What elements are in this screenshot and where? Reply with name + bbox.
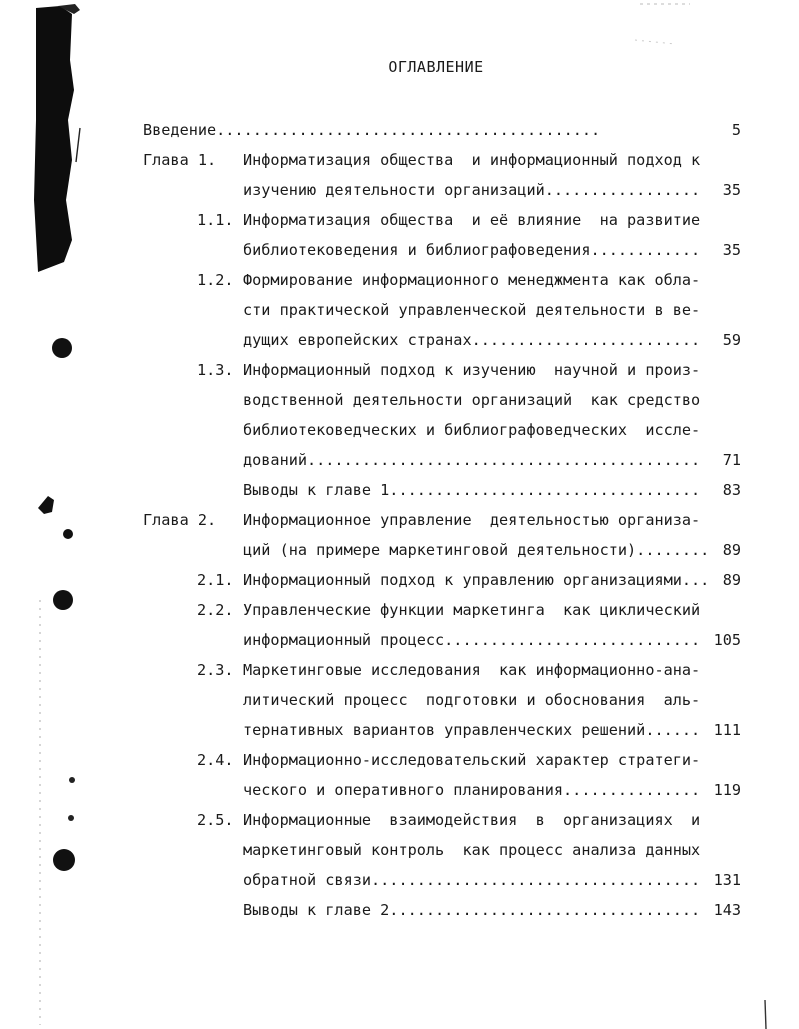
edge-line: [765, 1000, 766, 1029]
toc-entry-text: водственной деятельности организаций как средство: [243, 391, 701, 409]
toc-entry-text: дущих европейских странах.........................: [243, 331, 701, 349]
punch-hole: [52, 338, 72, 358]
toc-entry-text: информационный процесс............................: [243, 631, 701, 649]
toc-entry-text: Маркетинговые исследования как информационно-ана-: [243, 661, 701, 679]
toc-page-number: 89: [722, 571, 741, 589]
toc-entry-text: Формирование информационного менеджмента как обла-: [243, 271, 701, 289]
pen-mark: [76, 128, 80, 162]
toc-entry-text: изучению деятельности организаций.................: [243, 181, 701, 199]
toc-section-label: 2.1.: [197, 571, 234, 589]
toc-entry-text: библиотековедения и библиографоведения............: [243, 241, 701, 259]
toc-entry-text: литический процесс подготовки и обоснования аль-: [243, 691, 701, 709]
toc-entry-text: Информационное управление деятельностью организа-: [243, 511, 701, 529]
toc-page-number: 35: [722, 241, 741, 259]
toc-chapter-label: Глава 1.: [143, 151, 217, 169]
binding-shadow: [34, 6, 74, 272]
toc-page-number: 89: [722, 541, 741, 559]
toc-entry-text: тернативных вариантов управленческих решений......: [243, 721, 701, 739]
toc-page-number: 111: [713, 721, 741, 739]
toc-entry-text: ческого и оперативного планирования...............: [243, 781, 701, 799]
scan-smudge: [635, 40, 675, 44]
toc-entry-text: Информатизация общества и информационный подход к: [243, 151, 701, 169]
toc-section-label: 2.5.: [197, 811, 234, 829]
toc-page-number: 5: [731, 121, 741, 139]
toc-entry-text: сти практической управленческой деятельности в ве-: [243, 301, 701, 319]
punch-hole: [53, 849, 75, 871]
toc-entry-text: Информационный подход к управлению организациями...: [243, 571, 710, 589]
toc-page-number: 131: [713, 871, 741, 889]
toc-entry-text: Информатизация общества и её влияние на развитие: [243, 211, 701, 229]
toc-section-label: 1.3.: [197, 361, 234, 379]
toc-page-number: 59: [722, 331, 741, 349]
toc-entry-text: Информационные взаимодействия в организациях и: [243, 811, 701, 829]
toc-entry-text: обратной связи....................................: [243, 871, 701, 889]
toc-section-label: 1.2.: [197, 271, 234, 289]
toc-page-number: 35: [722, 181, 741, 199]
toc-section-label: 2.3.: [197, 661, 234, 679]
ink-dot: [63, 529, 73, 539]
toc-entry-text: Введение..........................................: [143, 121, 601, 139]
toc-page-number: 143: [713, 901, 741, 919]
toc-section-label: 2.2.: [197, 601, 234, 619]
toc-entry-text: ций (на примере маркетинговой деятельности)........: [243, 541, 710, 559]
punch-hole: [53, 590, 73, 610]
toc-entry-text: библиотековедческих и библиографоведческих иссле-: [243, 421, 701, 439]
ink-blot: [38, 496, 54, 514]
toc-section-label: 1.1.: [197, 211, 234, 229]
ink-dot: [68, 815, 74, 821]
toc-page-number: 105: [713, 631, 741, 649]
toc-entry-text: дований...........................................: [243, 451, 701, 469]
toc-page-number: 119: [713, 781, 741, 799]
toc-title: ОГЛАВЛЕНИЕ: [388, 58, 484, 76]
toc-entry-text: Информационно-исследовательский характер стратеги-: [243, 751, 701, 769]
toc-entry-text: Информационный подход к изучению научной и произ-: [243, 361, 701, 379]
toc-section-label: 2.4.: [197, 751, 234, 769]
toc-entry-text: Управленческие функции маркетинга как циклический: [243, 601, 701, 619]
toc-entry-text: Выводы к главе 1..................................: [243, 481, 701, 499]
toc-entry-text: Выводы к главе 2..................................: [243, 901, 701, 919]
toc-page-number: 83: [722, 481, 741, 499]
toc-chapter-label: Глава 2.: [143, 511, 217, 529]
toc-entry-text: маркетинговый контроль как процесс анализа данных: [243, 841, 701, 859]
ink-dot: [69, 777, 75, 783]
toc-page-number: 71: [722, 451, 741, 469]
